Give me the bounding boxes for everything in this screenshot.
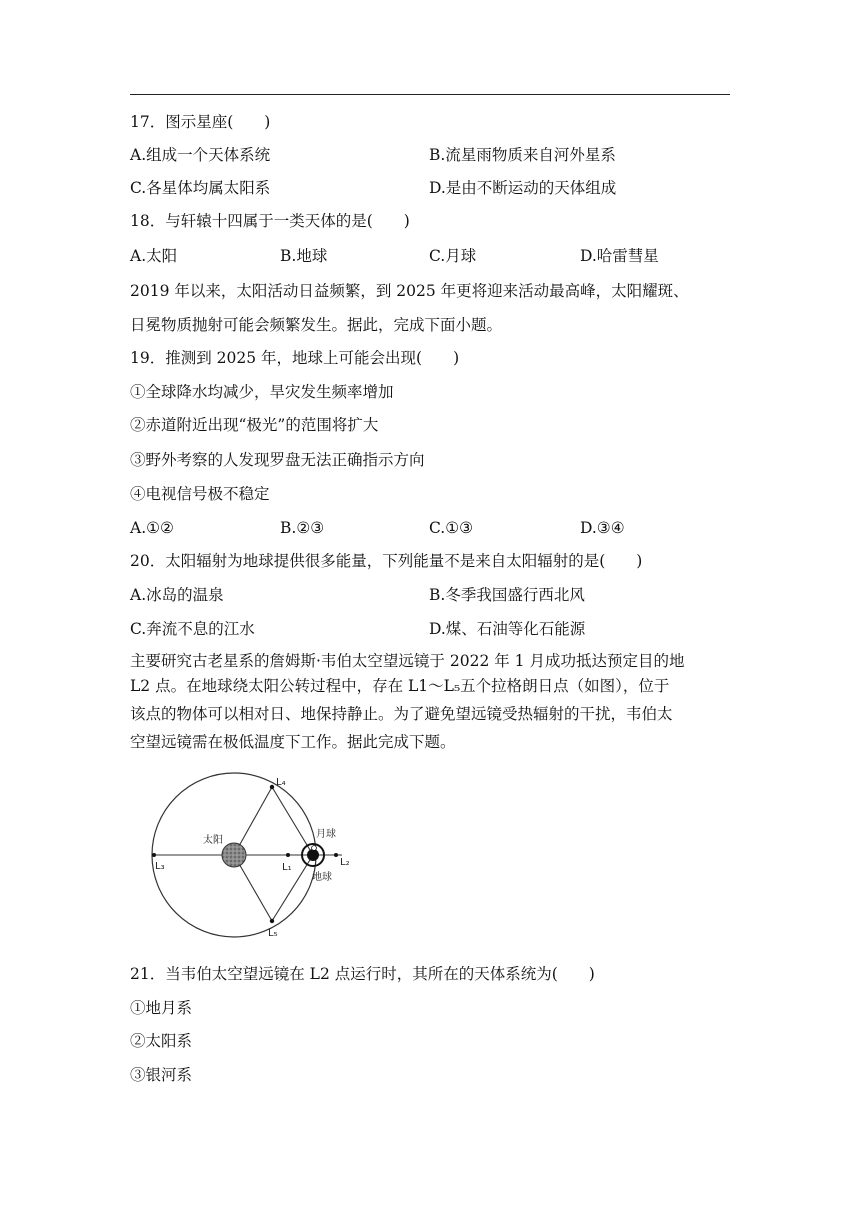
q19-stem: 19．推测到 2025 年，地球上可能会出现( ) — [130, 349, 460, 367]
q21-stem: 21．当韦伯太空望远镜在 L2 点运行时，其所在的天体系统为( ) — [130, 965, 595, 983]
q18-stem: 18．与轩辕十四属于一类天体的是( ) — [130, 212, 410, 230]
passage1-line-2: 日冕物质抛射可能会频繁发生。据此，完成下面小题。 — [130, 316, 503, 334]
q19-item-1: ①全球降水均减少，旱灾发生频率增加 — [130, 383, 394, 401]
q17-option-d: D.是由不断运动的天体组成 — [429, 179, 617, 197]
q21-item-1: ①地月系 — [130, 999, 193, 1017]
q19-option-c: C.①③ — [429, 519, 474, 537]
passage2-line-2: L2 点。在地球绕太阳公转过程中，存在 L1～L₅五个拉格朗日点（如图），位于 — [130, 677, 670, 695]
passage2-line-4: 空望远镜需在极低温度下工作。据此完成下题。 — [130, 733, 456, 751]
l4-point — [270, 785, 274, 789]
earth-label: 地球 — [312, 872, 332, 883]
sun-label: 太阳 — [203, 835, 223, 846]
l1-label: L₁ — [282, 862, 292, 873]
l5-point — [270, 919, 274, 923]
passage2-line-3: 该点的物体可以相对日、地保持静止。为了避免望远镜受热辐射的干扰，韦伯太 — [130, 705, 673, 723]
q19-item-3: ③野外考察的人发现罗盘无法正确指示方向 — [130, 451, 425, 469]
q17-option-b: B.流星雨物质来自河外星系 — [429, 146, 616, 164]
earth-icon — [307, 849, 319, 861]
q18-option-b: B.地球 — [280, 247, 328, 265]
moon-label: 月球 — [316, 829, 336, 840]
q17-stem: 17．图示星座( ) — [130, 113, 271, 131]
l1-point — [286, 853, 290, 857]
q19-option-a: A.①② — [130, 519, 174, 537]
q19-option-d: D.③④ — [580, 519, 625, 537]
lagrange-points-diagram — [130, 768, 360, 944]
q20-option-d: D.煤、石油等化石能源 — [429, 620, 586, 638]
l4-label: L₄ — [276, 777, 286, 788]
q18-option-d: D.哈雷彗星 — [580, 247, 659, 265]
q17-option-c: C.各星体均属太阳系 — [130, 179, 271, 197]
l2-label: L₂ — [340, 857, 350, 868]
passage1-line-1: 2019 年以来，太阳活动日益频繁，到 2025 年更将迎来活动最高峰，太阳耀斑、 — [130, 282, 689, 300]
l3-point — [152, 853, 156, 857]
q21-item-3: ③银河系 — [130, 1066, 193, 1084]
q18-option-a: A.太阳 — [130, 247, 178, 265]
q19-item-4: ④电视信号极不稳定 — [130, 485, 270, 503]
passage2-line-1: 主要研究古老星系的詹姆斯·韦伯太空望远镜于 2022 年 1 月成功抵达预定目的地 — [130, 652, 685, 670]
q20-option-a: A.冰岛的温泉 — [130, 586, 224, 604]
l2-point — [334, 853, 338, 857]
moon-icon — [312, 846, 317, 851]
sun-icon — [222, 843, 246, 867]
q19-option-b: B.②③ — [280, 519, 325, 537]
q21-item-2: ②太阳系 — [130, 1032, 193, 1050]
l5-label: L₅ — [268, 928, 278, 939]
l3-label: L₃ — [155, 861, 165, 872]
q17-option-a: A.组成一个天体系统 — [130, 146, 271, 164]
header-rule — [130, 94, 730, 95]
q20-option-c: C.奔流不息的江水 — [130, 620, 255, 638]
q20-option-b: B.冬季我国盛行西北风 — [429, 586, 585, 604]
q18-option-c: C.月球 — [429, 247, 477, 265]
q19-item-2: ②赤道附近出现“极光”的范围将扩大 — [130, 416, 379, 434]
q20-stem: 20．太阳辐射为地球提供很多能量，下列能量不是来自太阳辐射的是( ) — [130, 552, 643, 570]
